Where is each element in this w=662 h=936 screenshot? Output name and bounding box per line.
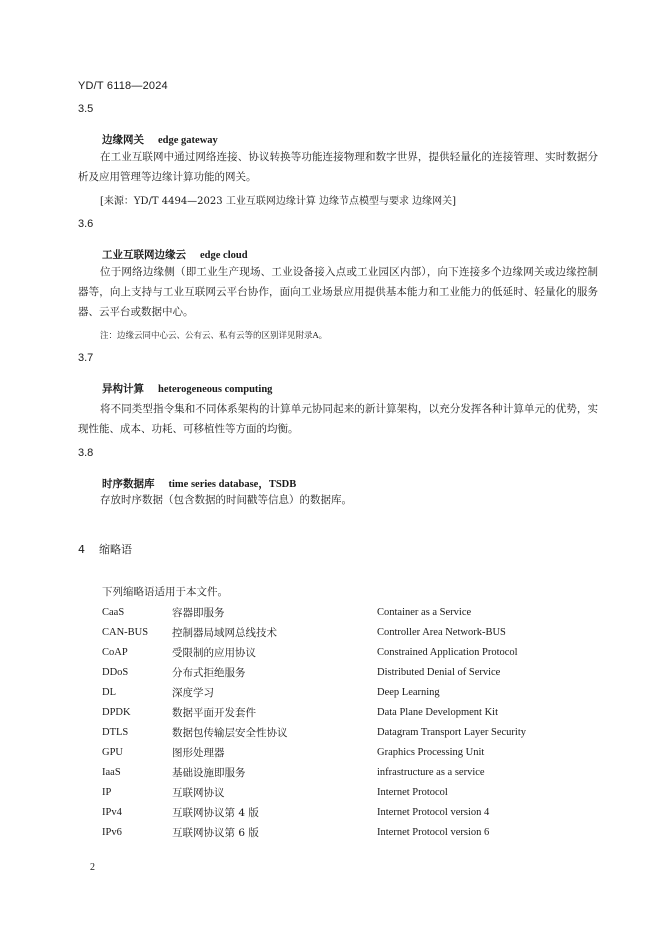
term-zh: 边缘网关	[102, 134, 144, 146]
standard-code: YD/T 6118—2024	[78, 80, 168, 92]
term-en: edge gateway	[158, 135, 218, 146]
term-en: time series database，TSDB	[168, 479, 297, 490]
term-definition: 在工业互联网中通过网络连接、协议转换等功能连接物理和数字世界，提供轻量化的连接管理、实时数据分析及应用管理等边缘计算功能的网关。	[78, 151, 598, 183]
abbr-zh: 分布式拒绝服务	[172, 667, 246, 679]
abbr-en: Internet Protocol version 6	[377, 827, 490, 838]
abbr-en: Controller Area Network-BUS	[377, 627, 506, 638]
section-heading	[78, 541, 132, 557]
abbr-en: Internet Protocol	[377, 787, 448, 798]
abbr-en: Distributed Denial of Service	[377, 667, 501, 678]
abbr-en: infrastructure as a service	[377, 767, 485, 778]
abbr-code: CAN-BUS	[102, 627, 149, 638]
term-heading	[102, 247, 248, 262]
abbr-zh: 基础设施即服务	[172, 767, 246, 779]
abbr-code: IPv4	[102, 807, 122, 818]
abbr-code: IPv6	[102, 827, 122, 838]
term-zh: 时序数据库	[102, 478, 155, 490]
section-intro: 下列缩略语适用于本文件。	[102, 586, 228, 598]
abbr-zh: 图形处理器	[172, 747, 225, 759]
abbr-en: Deep Learning	[377, 687, 440, 698]
abbr-code: DPDK	[102, 707, 131, 718]
clause-number: 3.6	[78, 218, 94, 230]
abbr-code: CaaS	[102, 607, 125, 618]
section-title: 缩略语	[99, 543, 132, 556]
term-heading	[102, 381, 272, 396]
abbr-zh: 互联网协议	[172, 787, 225, 799]
clause-number: 3.8	[78, 447, 94, 459]
clause-number: 3.7	[78, 352, 94, 364]
term-source: [来源：YD/T 4494—2023 工业互联网边缘计算 边缘节点模型与要求 边缘网关]	[100, 196, 457, 207]
abbr-zh: 容器即服务	[172, 607, 225, 619]
abbr-code: IaaS	[102, 767, 121, 778]
term-definition: 将不同类型指令集和不同体系架构的计算单元协同起来的新计算架构，以充分发挥各种计算单元的优势，实现性能、成本、功耗、可移植性等方面的均衡。	[78, 403, 598, 435]
clause-number: 3.5	[78, 103, 94, 115]
abbr-zh: 控制器局域网总线技术	[172, 627, 277, 639]
term-zh: 工业互联网边缘云	[102, 249, 186, 261]
term-definition: 位于网络边缘侧（即工业生产现场、工业设备接入点或工业园区内部），向下连接多个边缘网关或边缘控制器等，向上支持与工业互联网云平台协作，面向工业场景应用提供基本能力和工业能力的低延时、轻量化的服务器、云平台或数据中心。	[78, 266, 598, 318]
abbr-en: Internet Protocol version 4	[377, 807, 490, 818]
abbr-en: Graphics Processing Unit	[377, 747, 485, 758]
abbr-code: DDoS	[102, 667, 129, 678]
term-en: edge cloud	[200, 250, 248, 261]
section-number: 4	[78, 543, 85, 556]
abbr-en: Datagram Transport Layer Security	[377, 727, 527, 738]
abbr-zh: 数据包传输层安全性协议	[172, 727, 288, 739]
term-zh: 异构计算	[102, 383, 144, 395]
abbr-zh: 互联网协议第 4 版	[172, 807, 259, 819]
abbr-zh: 互联网协议第 6 版	[172, 827, 259, 839]
abbr-zh: 受限制的应用协议	[172, 647, 256, 659]
faint-watermark	[150, 906, 510, 918]
abbr-code: GPU	[102, 747, 124, 758]
term-note: 注：边缘云同中心云、公有云、私有云等的区别详见附录A。	[100, 331, 328, 341]
abbr-zh: 深度学习	[172, 687, 214, 699]
abbr-en: Constrained Application Protocol	[377, 647, 518, 658]
abbr-en: Container as a Service	[377, 607, 472, 618]
abbr-code: CoAP	[102, 647, 128, 658]
abbr-zh: 数据平面开发套件	[172, 707, 256, 719]
term-en: heterogeneous computing	[158, 384, 273, 395]
page-number: 2	[90, 862, 95, 873]
term-definition: 存放时序数据（包含数据的时间戳等信息）的数据库。	[100, 494, 352, 506]
term-heading	[102, 132, 218, 147]
term-heading	[102, 476, 296, 491]
abbr-code: DL	[102, 687, 116, 698]
abbr-code: DTLS	[102, 727, 129, 738]
abbr-en: Data Plane Development Kit	[377, 707, 499, 718]
abbr-code: IP	[102, 787, 112, 798]
